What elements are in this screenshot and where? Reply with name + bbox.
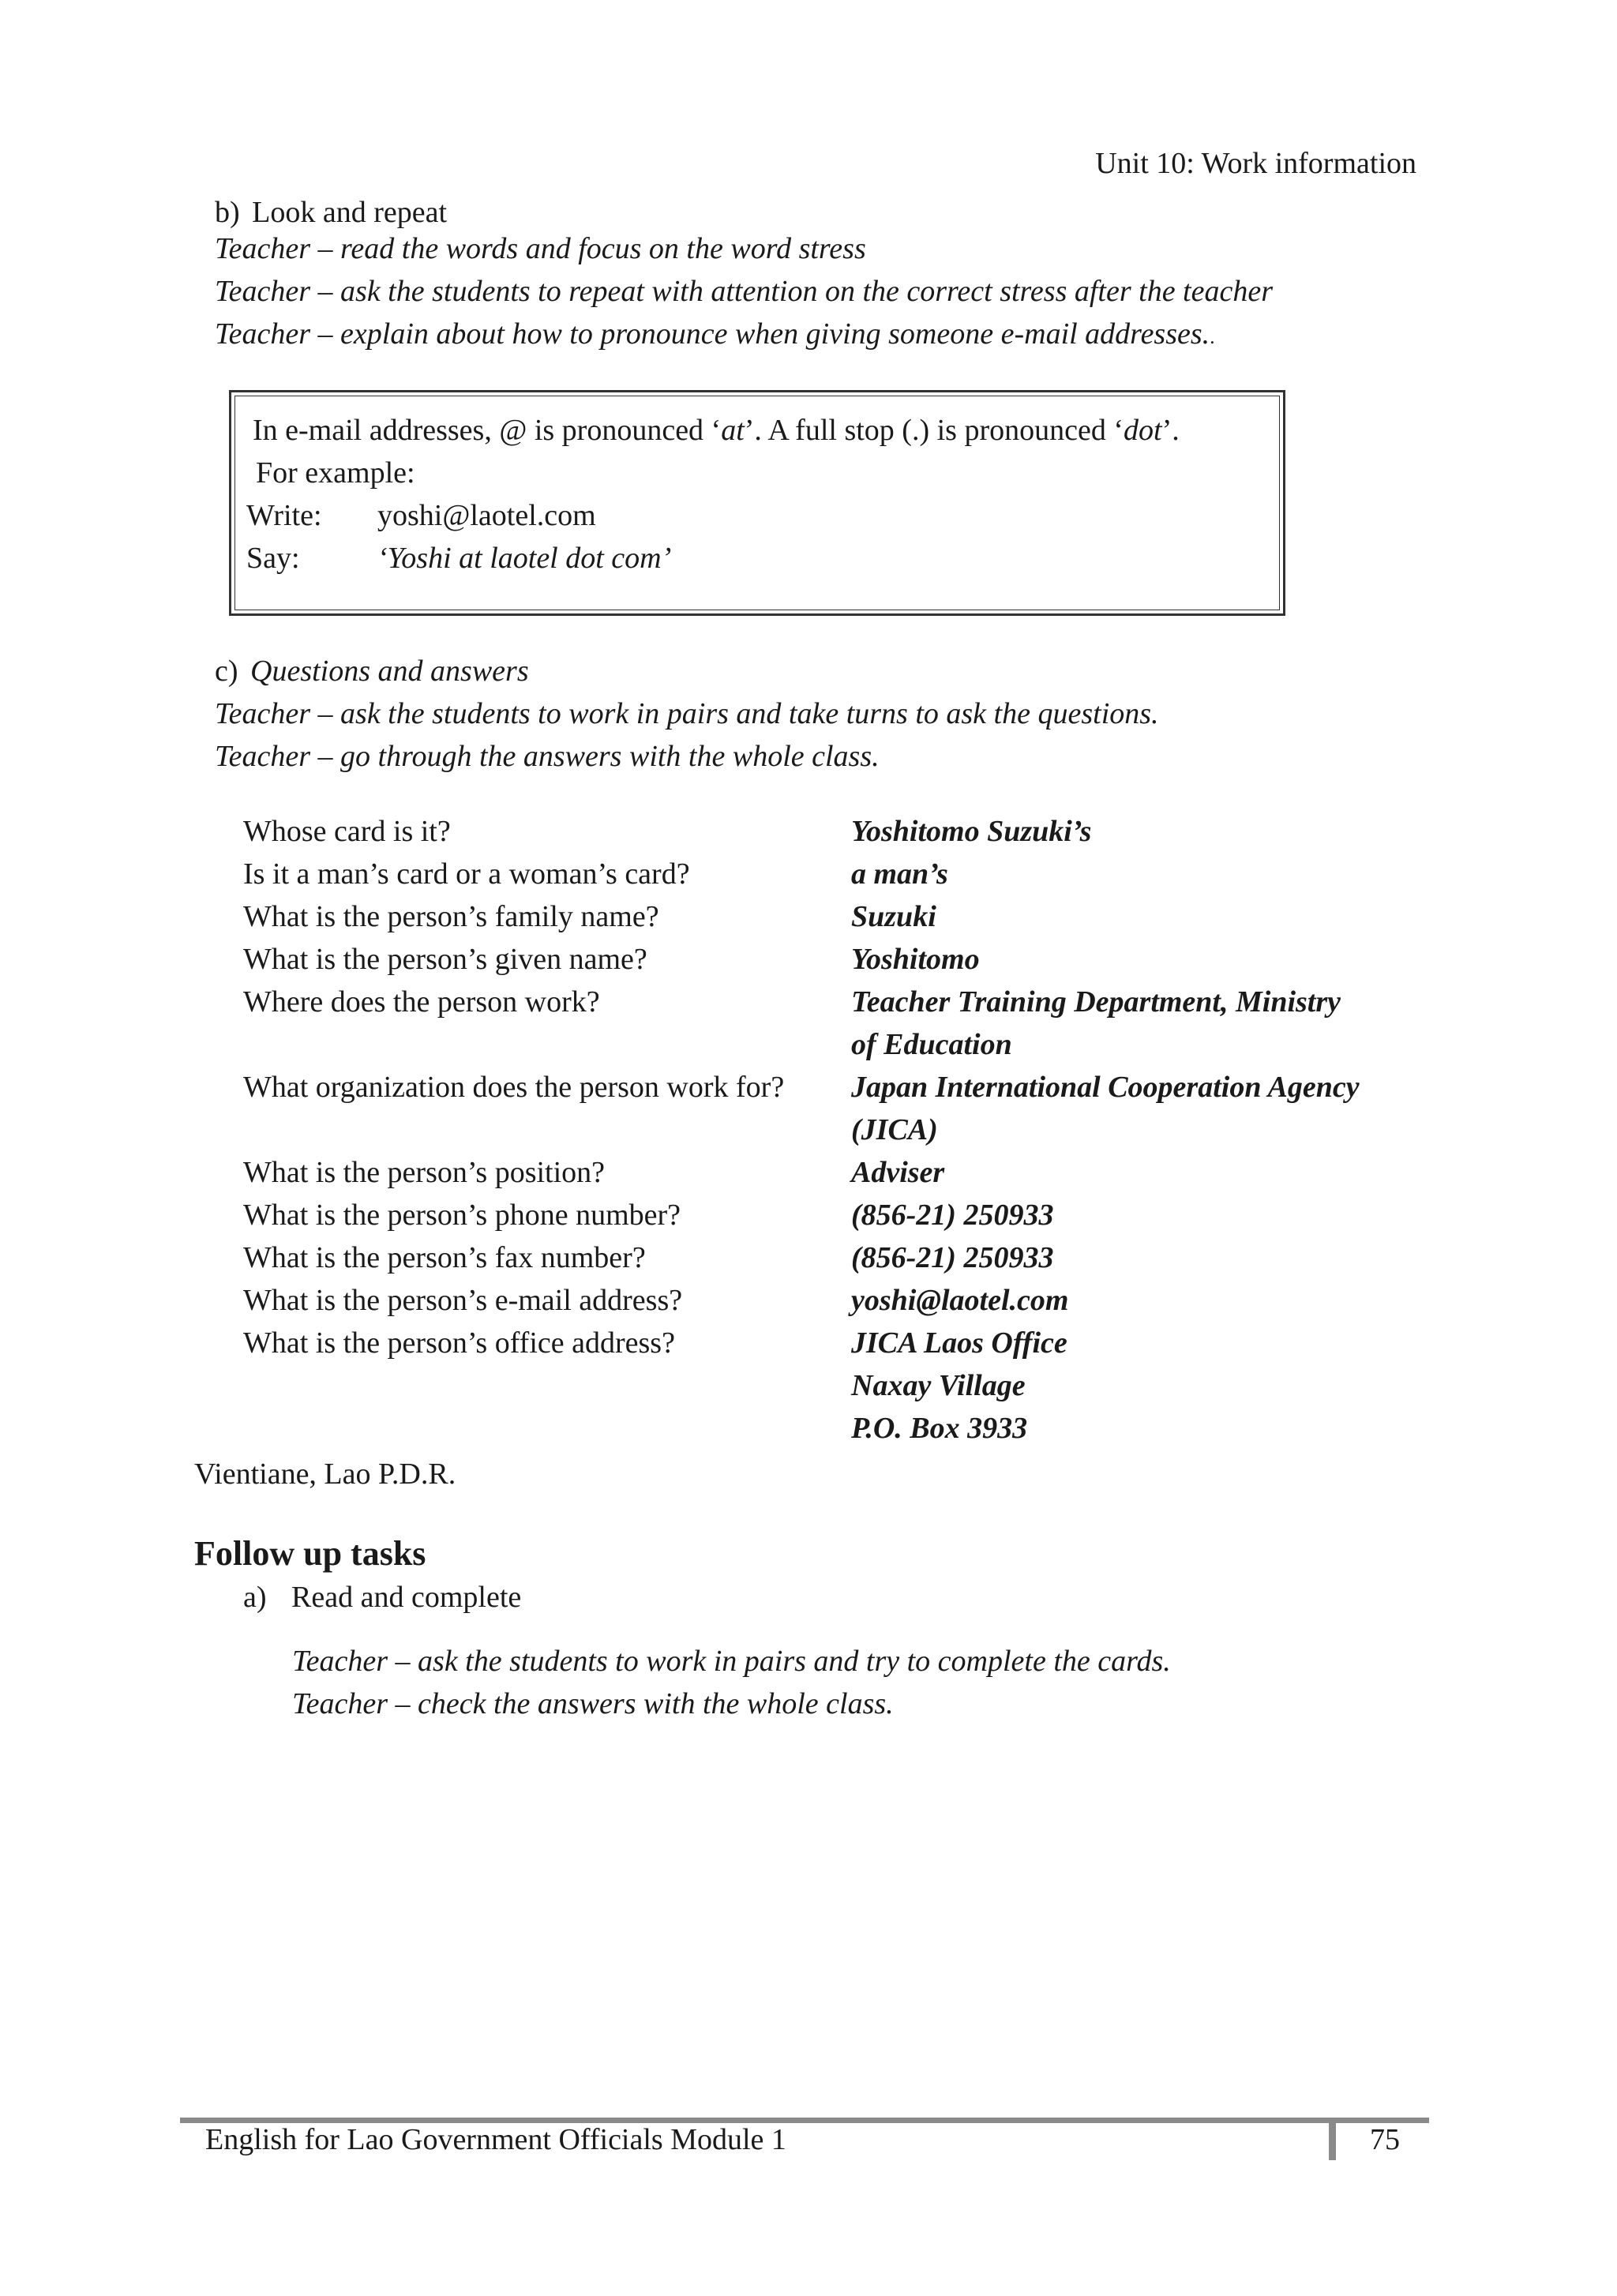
follow-up-marker: a)	[243, 1581, 267, 1614]
question-6: What organization does the person work for?	[243, 1071, 785, 1104]
follow-up-title: Read and complete	[291, 1581, 522, 1614]
question-4: What is the person’s given name?	[243, 943, 647, 976]
question-3: What is the person’s family name?	[243, 900, 659, 933]
section-c-title: Questions and answers	[250, 655, 529, 688]
question-10: What is the person’s e-mail address?	[243, 1284, 683, 1317]
answer-6-line-2: (JICA)	[851, 1113, 938, 1146]
question-7: What is the person’s position?	[243, 1156, 606, 1189]
running-header: Unit 10: Work information	[1095, 147, 1416, 180]
answer-8: (856-21) 250933	[851, 1199, 1054, 1232]
question-2: Is it a man’s card or a woman’s card?	[243, 857, 690, 891]
note-at-word: at	[721, 414, 745, 447]
note-line-1	[253, 409, 1180, 452]
question-9: What is the person’s fax number?	[243, 1241, 646, 1274]
note-say-value: ‘Yoshi at laotel dot com’	[377, 542, 672, 575]
question-5: Where does the person work?	[243, 985, 600, 1019]
note-line-2: For example:	[256, 456, 415, 490]
section-b-marker: b)	[215, 196, 240, 229]
note-dot-word: dot	[1124, 414, 1162, 447]
follow-up-heading: Follow up tasks	[194, 1534, 426, 1573]
section-b-instruction-3-line	[215, 313, 1215, 358]
question-8: What is the person’s phone number?	[243, 1199, 681, 1232]
footer-divider	[1329, 2118, 1336, 2160]
answer-4: Yoshitomo	[851, 943, 980, 976]
section-b-instruction-3: Teacher – explain about how to pronounce when giving someone e-mail addresses.	[215, 317, 1210, 351]
answer-2: a man’s	[851, 857, 948, 891]
follow-up-task	[243, 1576, 521, 1619]
answer-7: Adviser	[851, 1156, 945, 1189]
answer-11-line-2: Naxay Village	[851, 1369, 1026, 1402]
note-text-b: ’. A full stop (.) is pronounced ‘	[744, 414, 1124, 447]
answer-3: Suzuki	[851, 900, 936, 933]
footer-book-title: English for Lao Government Officials Module 1	[205, 2123, 786, 2156]
answer-5-line-2: of Education	[851, 1028, 1012, 1061]
section-c-instruction-2: Teacher – go through the answers with the whole class.	[215, 740, 880, 773]
answer-11-line-1: JICA Laos Office	[851, 1326, 1067, 1360]
section-c-heading	[215, 650, 529, 692]
answer-1: Yoshitomo Suzuki’s	[851, 815, 1092, 848]
page-number: 75	[1370, 2123, 1400, 2156]
follow-up-instruction-2: Teacher – check the answers with the whole class.	[292, 1687, 894, 1720]
section-b-instruction-1: Teacher – read the words and focus on the word stress	[215, 232, 866, 265]
trailing-dot: .	[1210, 325, 1215, 348]
note-write-value: yoshi@laotel.com	[377, 499, 596, 532]
section-c-marker: c)	[215, 655, 238, 688]
note-write-label: Write:	[246, 499, 322, 532]
section-c-instruction-1: Teacher – ask the students to work in pairs and take turns to ask the questions.	[215, 697, 1159, 730]
answer-9: (856-21) 250933	[851, 1241, 1054, 1274]
answer-11-line-3: P.O. Box 3933	[851, 1412, 1028, 1445]
section-b-title: Look and repeat	[252, 196, 448, 229]
address-tail: Vientiane, Lao P.D.R.	[194, 1458, 456, 1491]
question-11: What is the person’s office address?	[243, 1326, 675, 1360]
answer-5-line-1: Teacher Training Department, Ministry	[851, 985, 1341, 1019]
answer-6-line-1: Japan International Cooperation Agency	[851, 1071, 1360, 1104]
section-b-instruction-2: Teacher – ask the students to repeat with attention on the correct stress after the teacher	[215, 275, 1274, 308]
note-text-a: In e-mail addresses, @ is pronounced ‘	[253, 414, 722, 447]
question-1: Whose card is it?	[243, 815, 451, 848]
note-say-label: Say:	[246, 542, 300, 575]
follow-up-instruction-1: Teacher – ask the students to work in pairs and try to complete the cards.	[292, 1645, 1171, 1678]
answer-10: yoshi@laotel.com	[851, 1284, 1069, 1317]
note-text-c: ’.	[1161, 414, 1180, 447]
